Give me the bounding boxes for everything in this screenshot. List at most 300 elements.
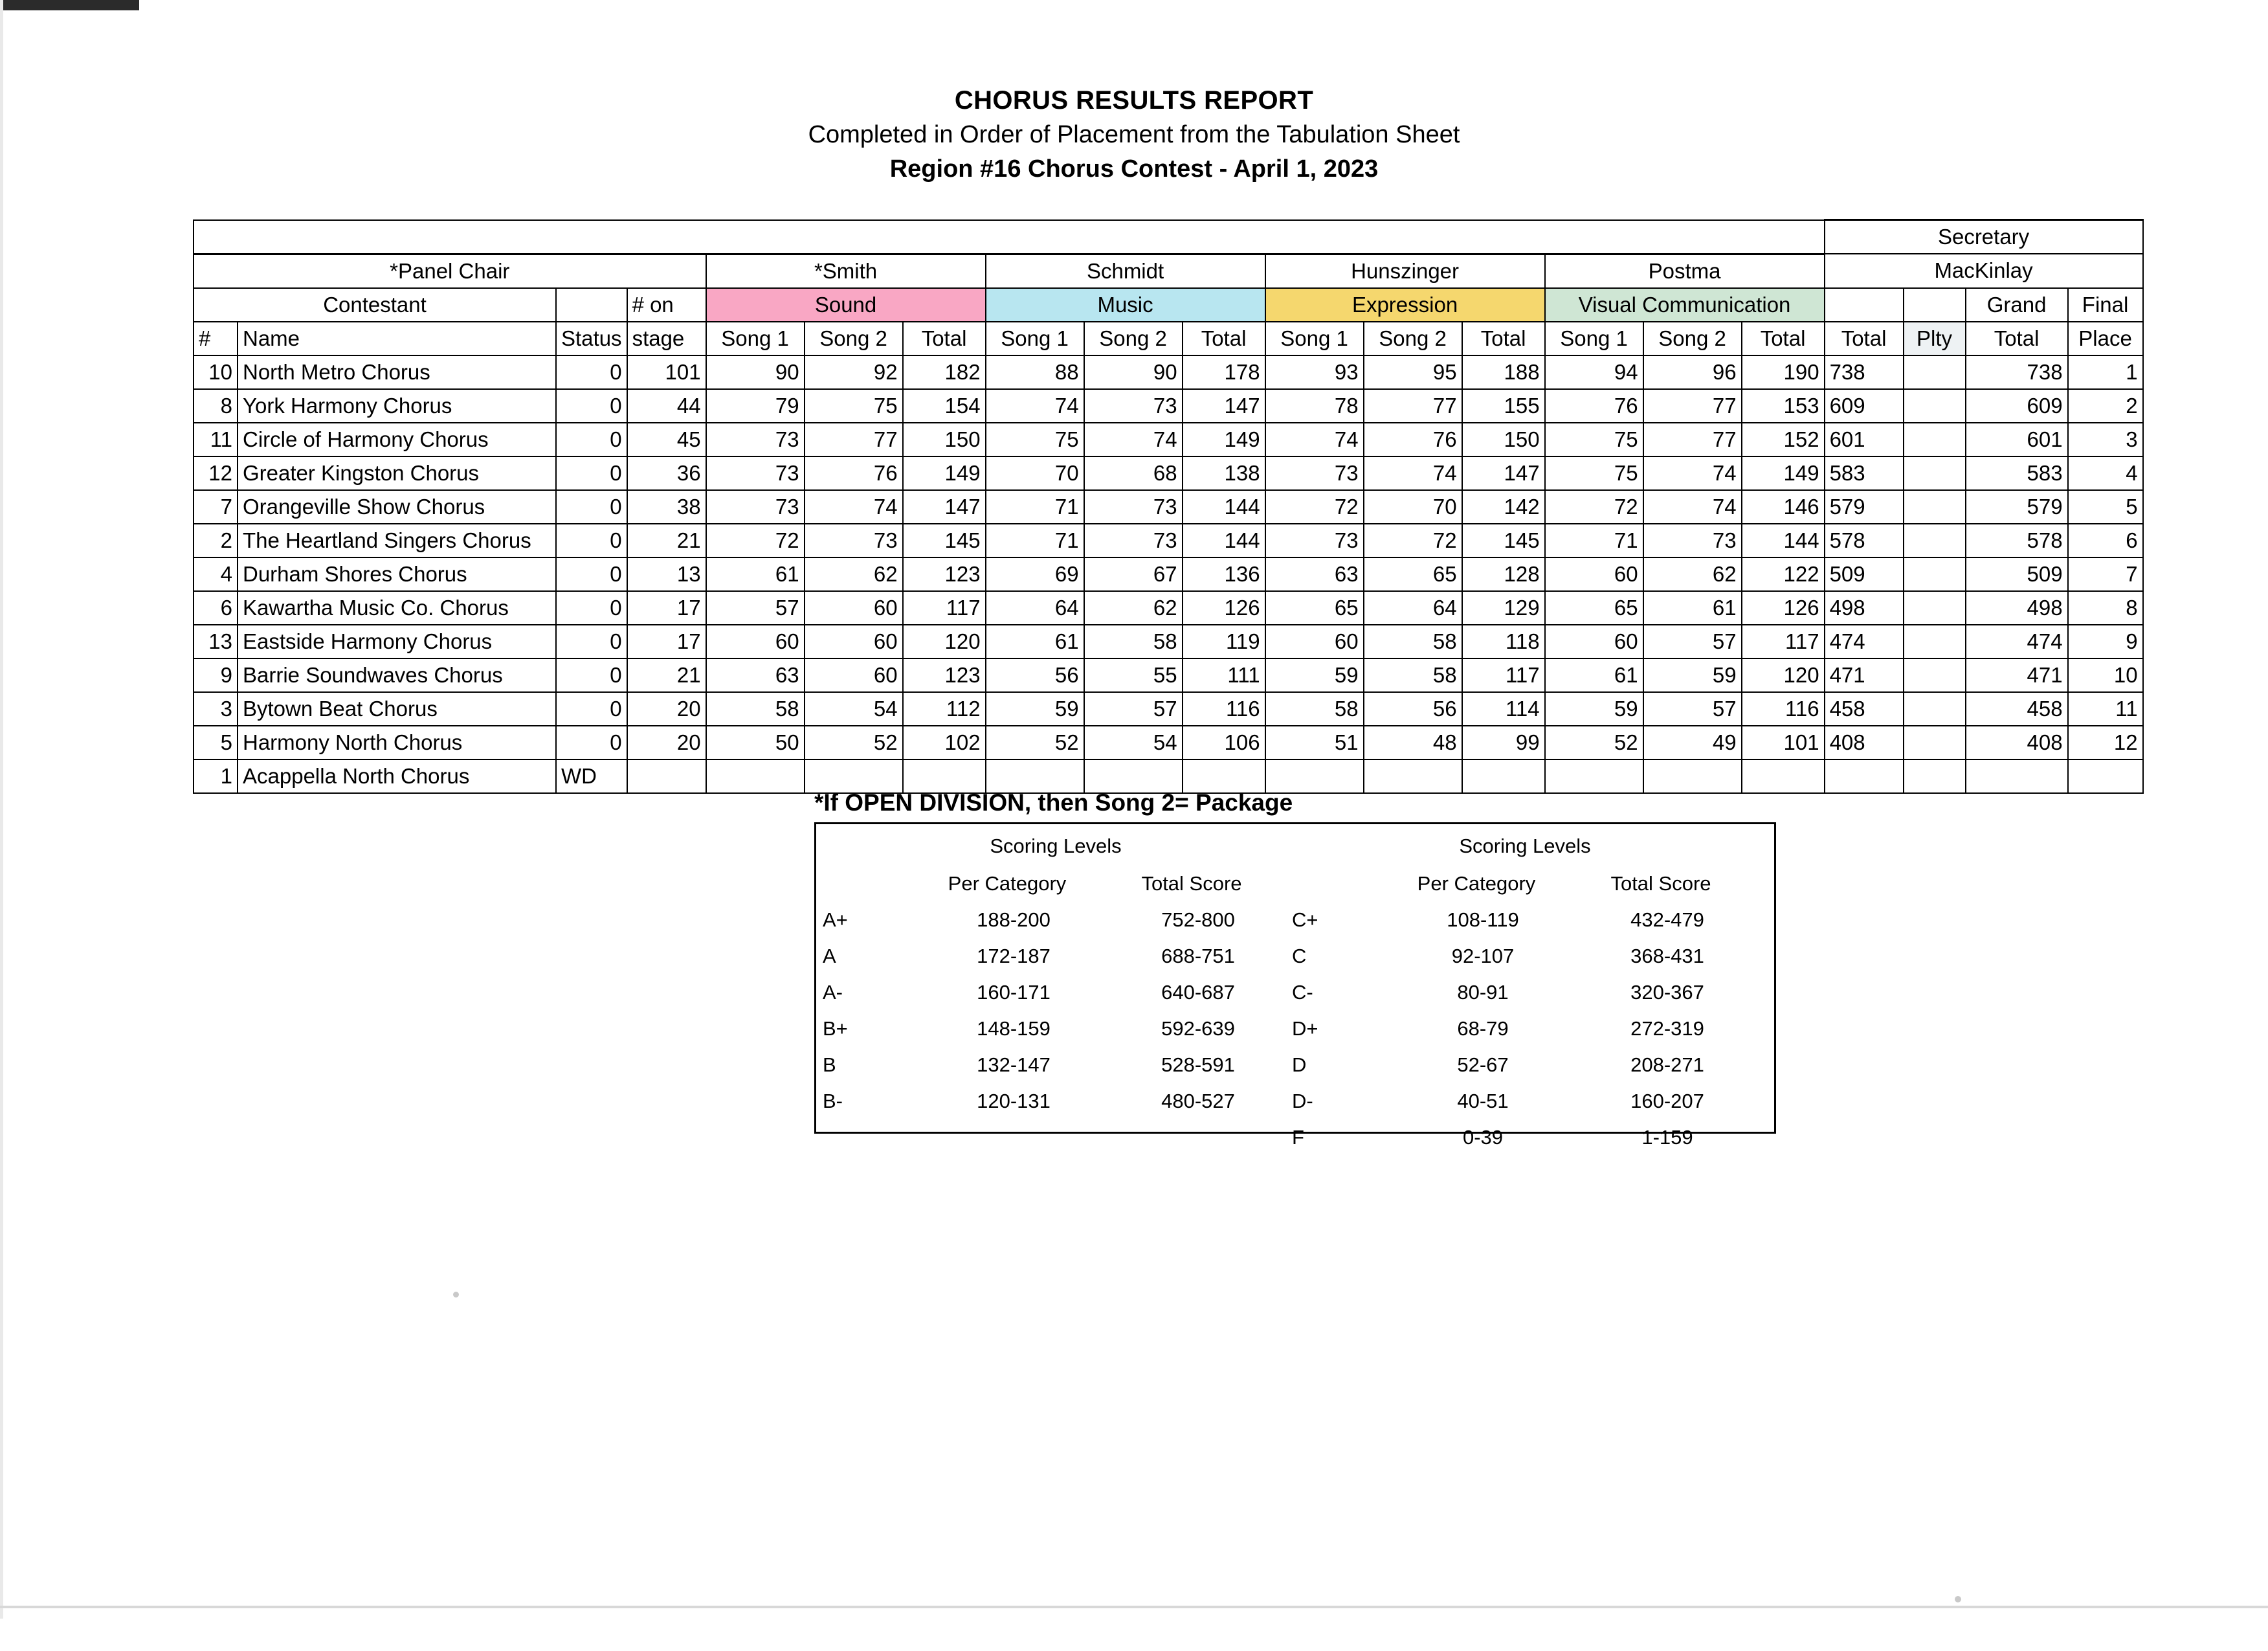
row-secretary-total: 471: [1825, 658, 1904, 692]
row-final-place: 9: [2068, 625, 2143, 658]
spacer-cell: [194, 220, 1825, 254]
row-music-total: 126: [1183, 591, 1265, 625]
row-music-total: 136: [1183, 557, 1265, 591]
row-status: 0: [556, 658, 627, 692]
row-visual-song1: 59: [1545, 692, 1643, 726]
row-visual-song2: 59: [1643, 658, 1742, 692]
scoring-level-row: [1285, 908, 1764, 932]
row-expression-song1: 78: [1265, 389, 1364, 423]
row-secretary-total: 474: [1825, 625, 1904, 658]
row-num: 11: [194, 423, 238, 456]
row-expression-total: 147: [1462, 456, 1545, 490]
row-final-place: 11: [2068, 692, 2143, 726]
scoring-level-row: [1285, 981, 1764, 1004]
scan-edge-bottom: [0, 1606, 2268, 1608]
scoring-level-row: [1285, 1126, 1764, 1149]
row-music-song1: 52: [986, 726, 1084, 759]
row-expression-song2: 58: [1364, 625, 1462, 658]
scoring-level-row: [816, 1053, 1295, 1077]
row-plty: [1904, 355, 1966, 389]
row-stage: 45: [627, 423, 706, 456]
row-visual-song2: 74: [1643, 456, 1742, 490]
row-name: Eastside Harmony Chorus: [238, 625, 556, 658]
scoring-level-per-category: 0-39: [1462, 1126, 1504, 1149]
row-visual-song1: 94: [1545, 355, 1643, 389]
row-grand-total: 498: [1966, 591, 2068, 625]
report-title: CHORUS RESULTS REPORT: [954, 86, 1314, 115]
row-sound-total: 182: [903, 355, 986, 389]
row-plty: [1904, 692, 1966, 726]
row-sound-total: 154: [903, 389, 986, 423]
row-expression-song1: 51: [1265, 726, 1364, 759]
row-final-place: 8: [2068, 591, 2143, 625]
scoring-level-row: [816, 945, 1295, 968]
scoring-level-total-score: 480-527: [1161, 1090, 1235, 1112]
scoring-level-per-category: 108-119: [1447, 908, 1519, 931]
row-stage: [627, 759, 706, 793]
scoring-level-row: [816, 1090, 1295, 1113]
row-name: Bytown Beat Chorus: [238, 692, 556, 726]
col-visual-total: Total: [1742, 322, 1825, 355]
row-music-total: 144: [1183, 490, 1265, 524]
row-music-total: 149: [1183, 423, 1265, 456]
row-visual-song1: 52: [1545, 726, 1643, 759]
col-expression-song2: Song 2: [1364, 322, 1462, 355]
table-row[interactable]: [194, 355, 2143, 389]
row-final-place: 12: [2068, 726, 2143, 759]
row-grand-total: 509: [1966, 557, 2068, 591]
scoring-level-per-category: 52-67: [1457, 1053, 1509, 1076]
row-stage: 20: [627, 692, 706, 726]
row-expression-song2: 70: [1364, 490, 1462, 524]
row-visual-song1: 71: [1545, 524, 1643, 557]
scoring-level-row: [816, 981, 1295, 1004]
scoring-level-per-category: 188-200: [977, 908, 1051, 931]
col-secretary-total: Total: [1825, 322, 1904, 355]
row-sound-song1: 72: [706, 524, 805, 557]
row-music-song2: 74: [1084, 423, 1183, 456]
row-visual-song2: 96: [1643, 355, 1742, 389]
row-expression-total: 145: [1462, 524, 1545, 557]
row-sound-song1: 61: [706, 557, 805, 591]
scoring-level-total-score: 320-367: [1630, 981, 1704, 1004]
row-grand-total: 458: [1966, 692, 2068, 726]
scoring-level-grade: B-: [823, 1090, 843, 1112]
table-row[interactable]: [194, 524, 2143, 557]
row-music-total: 138: [1183, 456, 1265, 490]
row-stage: 44: [627, 389, 706, 423]
row-grand-total: 583: [1966, 456, 2068, 490]
row-secretary-total: 458: [1825, 692, 1904, 726]
row-visual-song1: [1545, 759, 1643, 793]
row-expression-song2: 77: [1364, 389, 1462, 423]
judge-hunszinger: Hunszinger: [1265, 254, 1545, 288]
scoring-level-per-category: 92-107: [1451, 945, 1515, 967]
table-row[interactable]: [194, 423, 2143, 456]
row-final-place: 5: [2068, 490, 2143, 524]
row-music-song2: 57: [1084, 692, 1183, 726]
row-sound-total: [903, 759, 986, 793]
scoring-level-per-category: 148-159: [977, 1017, 1051, 1040]
row-expression-song2: 65: [1364, 557, 1462, 591]
scoring-level-per-category: 120-131: [977, 1090, 1051, 1112]
row-music-total: 178: [1183, 355, 1265, 389]
row-expression-total: 128: [1462, 557, 1545, 591]
row-stage: 13: [627, 557, 706, 591]
row-final-place: 10: [2068, 658, 2143, 692]
row-music-song2: 90: [1084, 355, 1183, 389]
row-plty: [1904, 456, 1966, 490]
scoring-level-grade: A+: [823, 908, 848, 931]
row-stage: 38: [627, 490, 706, 524]
scoring-level-total-score: 640-687: [1161, 981, 1235, 1004]
row-expression-total: 114: [1462, 692, 1545, 726]
row-visual-song1: 76: [1545, 389, 1643, 423]
scoring-level-grade: B: [823, 1053, 836, 1076]
row-status: 0: [556, 591, 627, 625]
row-sound-song1: 63: [706, 658, 805, 692]
judge-name-row: [194, 254, 2143, 288]
row-num: 7: [194, 490, 238, 524]
row-visual-song2: 57: [1643, 625, 1742, 658]
row-final-place: 7: [2068, 557, 2143, 591]
head-grade-right: [1285, 872, 1389, 895]
row-music-song1: 69: [986, 557, 1084, 591]
scoring-level-row: [1285, 1053, 1764, 1077]
scoring-levels-left-column: [816, 824, 1295, 1113]
scoring-level-grade: C-: [1292, 981, 1313, 1004]
row-sound-song1: 57: [706, 591, 805, 625]
row-visual-total: [1742, 759, 1825, 793]
row-sound-song2: [805, 759, 903, 793]
row-expression-total: 99: [1462, 726, 1545, 759]
row-visual-song2: 57: [1643, 692, 1742, 726]
row-expression-song1: 60: [1265, 625, 1364, 658]
scoring-level-grade: F: [1292, 1126, 1304, 1149]
scoring-level-total-score: 368-431: [1630, 945, 1704, 967]
row-visual-song1: 60: [1545, 625, 1643, 658]
row-expression-song2: 72: [1364, 524, 1462, 557]
scoring-level-total-score: 208-271: [1630, 1053, 1704, 1076]
head-per-category-left: Per Category: [948, 872, 1067, 895]
row-name: Circle of Harmony Chorus: [238, 423, 556, 456]
row-plty: [1904, 726, 1966, 759]
row-name: Acappella North Chorus: [238, 759, 556, 793]
row-expression-song2: 95: [1364, 355, 1462, 389]
scan-edge-top: [0, 0, 139, 10]
open-division-note: *If OPEN DIVISION, then Song 2= Package: [814, 789, 1293, 816]
row-visual-total: 126: [1742, 591, 1825, 625]
head-total-score-left: Total Score: [1141, 872, 1242, 895]
row-sound-song1: 50: [706, 726, 805, 759]
column-header-row: [194, 322, 2143, 355]
row-status: 0: [556, 557, 627, 591]
scoring-level-total-score: 752-800: [1161, 908, 1235, 931]
row-grand-total: 408: [1966, 726, 2068, 759]
scan-speck: [453, 1292, 459, 1297]
row-grand-total: 474: [1966, 625, 2068, 658]
row-music-song1: 59: [986, 692, 1084, 726]
row-grand-total: 601: [1966, 423, 2068, 456]
category-visual-communication: Visual Communication: [1545, 288, 1825, 322]
row-expression-song1: 59: [1265, 658, 1364, 692]
row-sound-total: 123: [903, 658, 986, 692]
row-name: York Harmony Chorus: [238, 389, 556, 423]
table-row[interactable]: [194, 389, 2143, 423]
col-music-total: Total: [1183, 322, 1265, 355]
row-sound-song1: 73: [706, 423, 805, 456]
scoring-levels-title-right: Scoring Levels: [1459, 835, 1591, 857]
row-sound-song2: 60: [805, 591, 903, 625]
report-contest-line: Region #16 Chorus Contest - April 1, 2023: [889, 155, 1379, 183]
scoring-level-per-category: 160-171: [977, 981, 1051, 1004]
row-stage: 101: [627, 355, 706, 389]
scoring-level-row: [816, 1017, 1295, 1040]
row-visual-song2: 73: [1643, 524, 1742, 557]
row-visual-song1: 75: [1545, 456, 1643, 490]
row-expression-song2: 76: [1364, 423, 1462, 456]
scoring-levels-right-column: [1285, 824, 1764, 1149]
row-status: 0: [556, 423, 627, 456]
row-plty: [1904, 423, 1966, 456]
table-row[interactable]: [194, 456, 2143, 490]
judge-schmidt: Schmidt: [986, 254, 1265, 288]
row-stage: 17: [627, 625, 706, 658]
table-row[interactable]: [194, 759, 2143, 793]
row-status: 0: [556, 355, 627, 389]
category-plty-blank: [1904, 288, 1966, 322]
row-sound-song2: 60: [805, 658, 903, 692]
row-secretary-total: 579: [1825, 490, 1904, 524]
category-expression: Expression: [1265, 288, 1545, 322]
judge-postma: Postma: [1545, 254, 1825, 288]
row-sound-total: 120: [903, 625, 986, 658]
row-plty: [1904, 658, 1966, 692]
row-sound-song1: 73: [706, 456, 805, 490]
row-visual-total: 120: [1742, 658, 1825, 692]
row-secretary-total: 578: [1825, 524, 1904, 557]
row-secretary-total: 601: [1825, 423, 1904, 456]
scoring-level-grade: C: [1292, 945, 1307, 967]
row-num: 3: [194, 692, 238, 726]
results-table-body: [194, 355, 2143, 793]
head-per-category-right: Per Category: [1417, 872, 1536, 895]
row-music-total: 111: [1183, 658, 1265, 692]
table-row[interactable]: [194, 625, 2143, 658]
row-final-place: 4: [2068, 456, 2143, 490]
scoring-level-total-score: 272-319: [1630, 1017, 1704, 1040]
judge-smith: *Smith: [706, 254, 986, 288]
col-sound-total: Total: [903, 322, 986, 355]
row-music-total: [1183, 759, 1265, 793]
row-music-song2: 54: [1084, 726, 1183, 759]
category-row: [194, 288, 2143, 322]
row-music-song1: 70: [986, 456, 1084, 490]
row-expression-song2: 56: [1364, 692, 1462, 726]
table-row[interactable]: [194, 726, 2143, 759]
row-expression-song2: 58: [1364, 658, 1462, 692]
row-status: 0: [556, 456, 627, 490]
row-visual-total: 153: [1742, 389, 1825, 423]
scoring-level-per-category: 132-147: [977, 1053, 1051, 1076]
row-music-total: 106: [1183, 726, 1265, 759]
category-status-blank: [556, 288, 627, 322]
row-sound-total: 150: [903, 423, 986, 456]
row-music-song2: 73: [1084, 524, 1183, 557]
row-visual-song2: 77: [1643, 423, 1742, 456]
scan-speck: [1955, 1596, 1961, 1602]
scoring-level-row: [1285, 945, 1764, 968]
row-num: 8: [194, 389, 238, 423]
scoring-level-grade: C+: [1292, 908, 1318, 931]
row-visual-song1: 61: [1545, 658, 1643, 692]
row-expression-total: 129: [1462, 591, 1545, 625]
row-expression-total: 188: [1462, 355, 1545, 389]
col-music-song2: Song 2: [1084, 322, 1183, 355]
scoring-level-grade: D: [1292, 1053, 1307, 1076]
row-stage: 17: [627, 591, 706, 625]
table-row[interactable]: [194, 591, 2143, 625]
scoring-level-per-category: 68-79: [1457, 1017, 1509, 1040]
row-secretary-total: 498: [1825, 591, 1904, 625]
col-sound-song2: Song 2: [805, 322, 903, 355]
row-sound-total: 145: [903, 524, 986, 557]
row-expression-song1: 73: [1265, 456, 1364, 490]
scoring-level-row: [816, 908, 1295, 932]
row-music-song1: 56: [986, 658, 1084, 692]
row-status: 0: [556, 490, 627, 524]
row-expression-total: [1462, 759, 1545, 793]
row-expression-song1: 73: [1265, 524, 1364, 557]
row-visual-total: 116: [1742, 692, 1825, 726]
row-music-song1: 61: [986, 625, 1084, 658]
row-music-song1: [986, 759, 1084, 793]
scoring-levels-box: [814, 822, 1776, 1149]
scoring-levels-head-right: [1285, 872, 1764, 895]
row-sound-total: 147: [903, 490, 986, 524]
scoring-level-total-score: 160-207: [1630, 1090, 1704, 1112]
scoring-level-grade: A: [823, 945, 836, 967]
col-visual-song2: Song 2: [1643, 322, 1742, 355]
row-num: 5: [194, 726, 238, 759]
row-secretary-total: 408: [1825, 726, 1904, 759]
head-grade-left: [816, 872, 920, 895]
row-expression-song2: [1364, 759, 1462, 793]
row-sound-song1: 79: [706, 389, 805, 423]
category-sound: Sound: [706, 288, 986, 322]
row-status: 0: [556, 389, 627, 423]
row-visual-song2: 77: [1643, 389, 1742, 423]
row-plty: [1904, 625, 1966, 658]
row-sound-song1: 58: [706, 692, 805, 726]
row-visual-song2: 49: [1643, 726, 1742, 759]
row-visual-song1: 75: [1545, 423, 1643, 456]
scan-edge-left: [0, 0, 3, 1619]
scoring-level-row: [1285, 1090, 1764, 1113]
row-final-place: [2068, 759, 2143, 793]
row-num: 10: [194, 355, 238, 389]
row-music-song1: 75: [986, 423, 1084, 456]
row-expression-song1: 74: [1265, 423, 1364, 456]
row-plty: [1904, 524, 1966, 557]
col-stage: stage: [627, 322, 706, 355]
row-sound-song2: 74: [805, 490, 903, 524]
secretary-label: Secretary: [1825, 220, 2143, 254]
secretary-header-row: [194, 220, 2143, 254]
scoring-level-grade: B+: [823, 1017, 848, 1040]
category-final: Final: [2068, 288, 2143, 322]
row-num: 6: [194, 591, 238, 625]
row-sound-song2: 54: [805, 692, 903, 726]
row-music-song2: [1084, 759, 1183, 793]
row-status: 0: [556, 524, 627, 557]
row-sound-total: 102: [903, 726, 986, 759]
row-music-song2: 68: [1084, 456, 1183, 490]
row-stage: 21: [627, 658, 706, 692]
row-music-song2: 73: [1084, 389, 1183, 423]
table-row[interactable]: [194, 692, 2143, 726]
row-expression-song2: 74: [1364, 456, 1462, 490]
row-expression-total: 155: [1462, 389, 1545, 423]
scoring-level-per-category: 40-51: [1457, 1090, 1509, 1112]
row-final-place: 1: [2068, 355, 2143, 389]
row-visual-total: 149: [1742, 456, 1825, 490]
row-secretary-total: 609: [1825, 389, 1904, 423]
row-visual-song1: 72: [1545, 490, 1643, 524]
row-music-total: 144: [1183, 524, 1265, 557]
row-name: Kawartha Music Co. Chorus: [238, 591, 556, 625]
row-sound-song2: 60: [805, 625, 903, 658]
row-expression-total: 142: [1462, 490, 1545, 524]
row-secretary-total: [1825, 759, 1904, 793]
row-visual-song2: 62: [1643, 557, 1742, 591]
table-row[interactable]: [194, 557, 2143, 591]
category-music: Music: [986, 288, 1265, 322]
row-sound-song1: 73: [706, 490, 805, 524]
category-num-on: # on: [627, 288, 706, 322]
row-music-song1: 74: [986, 389, 1084, 423]
col-sound-song1: Song 1: [706, 322, 805, 355]
row-music-song2: 62: [1084, 591, 1183, 625]
report-subtitle: Completed in Order of Placement from the Tabulation Sheet: [808, 121, 1460, 148]
row-visual-total: 117: [1742, 625, 1825, 658]
row-grand-total: 579: [1966, 490, 2068, 524]
row-final-place: 3: [2068, 423, 2143, 456]
row-status: 0: [556, 625, 627, 658]
row-secretary-total: 583: [1825, 456, 1904, 490]
row-plty: [1904, 759, 1966, 793]
col-visual-song1: Song 1: [1545, 322, 1643, 355]
col-grand-total: Total: [1966, 322, 2068, 355]
row-visual-total: 101: [1742, 726, 1825, 759]
row-sound-song2: 92: [805, 355, 903, 389]
row-sound-song2: 62: [805, 557, 903, 591]
col-plty: Plty: [1904, 322, 1966, 355]
category-contestant: Contestant: [194, 288, 556, 322]
row-grand-total: 738: [1966, 355, 2068, 389]
row-sound-song2: 52: [805, 726, 903, 759]
table-row[interactable]: [194, 658, 2143, 692]
row-name: North Metro Chorus: [238, 355, 556, 389]
row-sound-song1: 90: [706, 355, 805, 389]
row-visual-song1: 60: [1545, 557, 1643, 591]
table-row[interactable]: [194, 490, 2143, 524]
col-expression-total: Total: [1462, 322, 1545, 355]
row-plty: [1904, 389, 1966, 423]
row-visual-song2: 74: [1643, 490, 1742, 524]
row-expression-total: 150: [1462, 423, 1545, 456]
scoring-level-per-category: 172-187: [977, 945, 1051, 967]
